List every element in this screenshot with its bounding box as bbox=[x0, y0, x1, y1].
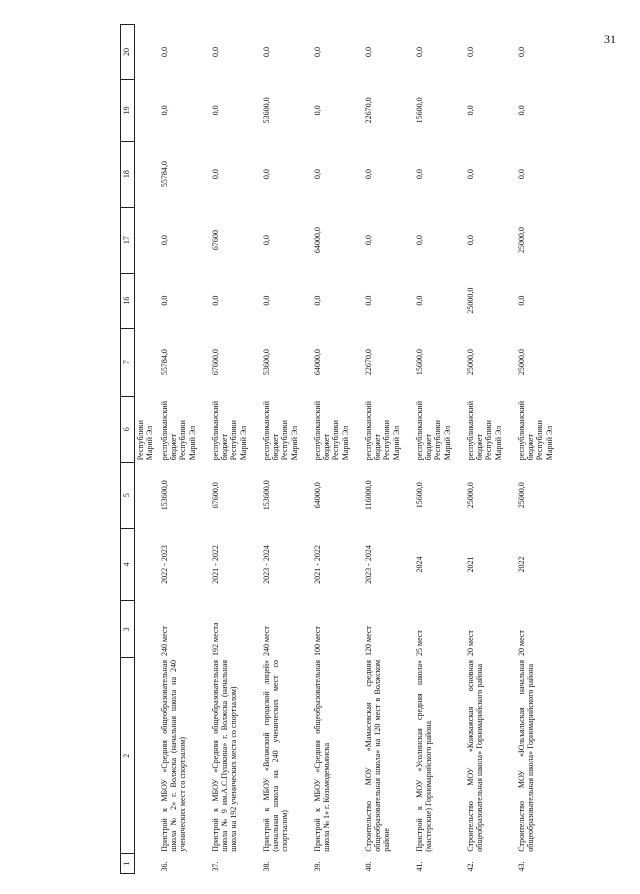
col16-cell: 0,0 bbox=[211, 295, 220, 306]
col7-cell: 25000,0 bbox=[517, 349, 526, 376]
capacity-cell: 240 мест bbox=[262, 626, 271, 656]
object-name: Пристрой к МБОУ «Средняя общеобразовательная школа № 2» г. Волжска (начальная школа на 240 ученических мест со спортзалом) bbox=[160, 659, 188, 852]
period-cell: 2021 bbox=[466, 556, 475, 573]
total-cost-cell: 15600,0 bbox=[415, 482, 424, 509]
col20-cell: 0,0 bbox=[313, 47, 322, 58]
header-col-18: 18 bbox=[121, 141, 135, 207]
table-row bbox=[363, 25, 414, 874]
col19-cell: 0,0 bbox=[160, 105, 169, 116]
program-table bbox=[120, 24, 567, 874]
col7-cell: 55784,0 bbox=[160, 349, 169, 376]
header-col-17: 17 bbox=[121, 207, 135, 273]
period-cell: 2022 bbox=[517, 556, 526, 573]
header-col-19: 19 bbox=[121, 80, 135, 142]
col18-cell: 0,0 bbox=[466, 169, 475, 180]
capacity-cell: 25 мест bbox=[415, 630, 424, 656]
period-cell: 2023 - 2024 bbox=[262, 545, 271, 584]
header-col-20: 20 bbox=[121, 25, 135, 80]
col20-cell: 0,0 bbox=[364, 47, 373, 58]
period-cell: 2021 - 2022 bbox=[313, 545, 322, 584]
funding-source-cell: республиканский бюджет Республики Марий Эл bbox=[262, 401, 299, 461]
col19-cell: 0,0 bbox=[466, 105, 475, 116]
row-number: 41. bbox=[415, 861, 424, 872]
col19-cell: 0,0 bbox=[517, 105, 526, 116]
col20-cell: 0,0 bbox=[262, 47, 271, 58]
col18-cell: 0,0 bbox=[517, 169, 526, 180]
capacity-cell: 120 мест bbox=[364, 626, 373, 656]
col16-cell: 0,0 bbox=[364, 295, 373, 306]
table-rotation-wrapper bbox=[120, 24, 560, 874]
col19-cell: 0,0 bbox=[313, 105, 322, 116]
row-number: 39. bbox=[313, 861, 322, 872]
total-cost-cell: 64000,0 bbox=[313, 482, 322, 509]
col17-cell: 0,0 bbox=[466, 235, 475, 246]
total-cost-cell: 116000,0 bbox=[364, 480, 373, 511]
col18-cell: 0,0 bbox=[313, 169, 322, 180]
col16-cell: 25000,0 bbox=[466, 287, 475, 314]
col7-cell: 25000,0 bbox=[466, 349, 475, 376]
col20-cell: 0,0 bbox=[160, 47, 169, 58]
col18-cell: 0,0 bbox=[262, 169, 271, 180]
col17-cell: 0,0 bbox=[262, 235, 271, 246]
page-number: 31 bbox=[604, 32, 616, 46]
period-cell: 2024 bbox=[415, 556, 424, 573]
col17-cell: 0,0 bbox=[415, 235, 424, 246]
header-col-7: 7 bbox=[121, 328, 135, 396]
col18-cell: 0,0 bbox=[415, 169, 424, 180]
header-col-2: 2 bbox=[121, 658, 135, 854]
col20-cell: 0,0 bbox=[517, 47, 526, 58]
header-col-5: 5 bbox=[121, 462, 135, 528]
funding-source-cell: республиканский бюджет Республики Марий Эл bbox=[466, 401, 503, 461]
table-row bbox=[312, 25, 363, 874]
total-cost-cell: 25000,0 bbox=[466, 482, 475, 509]
object-name: Строительство МОУ «Мамасевская средняя общеобразовательная школа» на 120 мест в Волжском районе bbox=[364, 659, 392, 852]
object-name: Строительство МОУ «Кожважская основная общеобразовательная школа» Горномарийского района bbox=[466, 659, 485, 852]
table-row bbox=[210, 25, 261, 874]
col17-cell: 0,0 bbox=[364, 235, 373, 246]
period-cell: 2021 - 2022 bbox=[211, 545, 220, 584]
funding-source-cell: республиканский бюджет Республики Марий Эл bbox=[160, 401, 197, 461]
capacity-cell: 20 мест bbox=[517, 630, 526, 656]
total-cost-cell: 67600,0 bbox=[211, 482, 220, 509]
row-number: 43. bbox=[517, 861, 526, 872]
col7-cell: 15600,0 bbox=[415, 349, 424, 376]
col18-cell: 55784,0 bbox=[160, 161, 169, 188]
funding-source-cell: республиканский бюджет Республики Марий Эл bbox=[415, 401, 452, 461]
column-number-header-row bbox=[121, 25, 135, 874]
funding-source-cell: республиканский бюджет Республики Марий Эл bbox=[517, 401, 554, 461]
period-cell: 2023 - 2024 bbox=[364, 545, 373, 584]
col7-cell: 67600,0 bbox=[211, 349, 220, 376]
col16-cell: 0,0 bbox=[262, 295, 271, 306]
col16-cell: 0,0 bbox=[313, 295, 322, 306]
row-number: 38. bbox=[262, 861, 271, 872]
row-number: 36. bbox=[160, 861, 169, 872]
continuation-row bbox=[135, 25, 160, 874]
funding-source-cell: республиканский бюджет Республики Марий Эл bbox=[364, 401, 401, 461]
table-row bbox=[516, 25, 567, 874]
object-name: Строительство МОУ «Юльъяльская начальная общеобразовательная школа» Горномарийского района bbox=[517, 659, 536, 852]
capacity-cell: 100 мест bbox=[313, 626, 322, 656]
col20-cell: 0,0 bbox=[415, 47, 424, 58]
col17-cell: 64000,0 bbox=[313, 227, 322, 254]
row-number: 37. bbox=[211, 861, 220, 872]
funding-source-cell: республиканский бюджет Республики Марий Эл bbox=[313, 401, 350, 461]
continuation-source-cell: Республики Марий Эл bbox=[136, 420, 155, 461]
rotated-page-content bbox=[120, 24, 560, 874]
total-cost-cell: 153600,0 bbox=[160, 480, 169, 511]
capacity-cell: 192 места bbox=[211, 622, 220, 656]
object-name: Пристрой к МОУ «Усолинская средняя школа» (мастерские) Горномарийского района bbox=[415, 659, 434, 852]
col19-cell: 0,0 bbox=[211, 105, 220, 116]
header-col-1: 1 bbox=[121, 854, 135, 874]
header-col-6: 6 bbox=[121, 396, 135, 462]
col17-cell: 67600 bbox=[211, 230, 220, 251]
col20-cell: 0,0 bbox=[466, 47, 475, 58]
header-col-16: 16 bbox=[121, 273, 135, 328]
table-row bbox=[414, 25, 465, 874]
row-number: 40. bbox=[364, 861, 373, 872]
col20-cell: 0,0 bbox=[211, 47, 220, 58]
col7-cell: 53600,0 bbox=[262, 349, 271, 376]
col18-cell: 0,0 bbox=[364, 169, 373, 180]
table-row bbox=[261, 25, 312, 874]
period-cell: 2022 - 2023 bbox=[160, 545, 169, 584]
col7-cell: 64000,0 bbox=[313, 349, 322, 376]
col16-cell: 0,0 bbox=[415, 295, 424, 306]
object-name: Пристрой к МБОУ «Средняя общеобразовательная школа № 9 им.А.С.Пушкина» г. Волжска (начальная школа на 192 ученических места со спортзалом) bbox=[211, 659, 239, 852]
col16-cell: 0,0 bbox=[517, 295, 526, 306]
col18-cell: 0,0 bbox=[211, 169, 220, 180]
col19-cell: 22670,0 bbox=[364, 97, 373, 124]
col7-cell: 22670,0 bbox=[364, 349, 373, 376]
funding-source-cell: республиканский бюджет Республики Марий Эл bbox=[211, 401, 248, 461]
col19-cell: 53600,0 bbox=[262, 97, 271, 124]
capacity-cell: 240 мест bbox=[160, 626, 169, 656]
total-cost-cell: 25000,0 bbox=[517, 482, 526, 509]
header-col-3: 3 bbox=[121, 601, 135, 658]
col17-cell: 25000,0 bbox=[517, 227, 526, 254]
table-row bbox=[465, 25, 516, 874]
col17-cell: 0,0 bbox=[160, 235, 169, 246]
header-col-4: 4 bbox=[121, 528, 135, 601]
total-cost-cell: 153600,0 bbox=[262, 480, 271, 511]
object-name: Пристрой к МБОУ «Средняя общеобразовательная школа № 1» г. Козьмодемьянска bbox=[313, 659, 332, 852]
object-name: Пристрой к МБОУ «Волжский городской лицей» (начальная школа на 240 ученических мест со спортзалом) bbox=[262, 659, 290, 852]
table-row bbox=[159, 25, 210, 874]
col19-cell: 15600,0 bbox=[415, 97, 424, 124]
capacity-cell: 20 мест bbox=[466, 630, 475, 656]
col16-cell: 0,0 bbox=[160, 295, 169, 306]
row-number: 42. bbox=[466, 861, 475, 872]
